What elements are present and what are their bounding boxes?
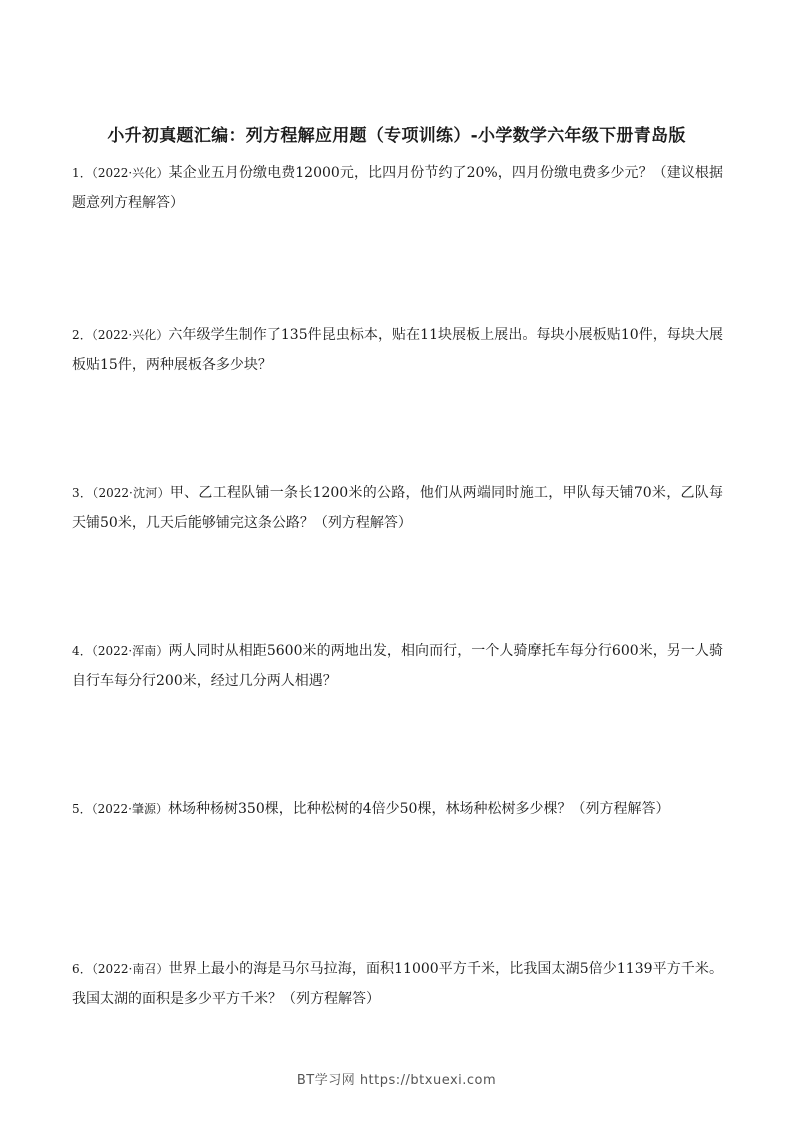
question-text: 六年级学生制作了135件昆虫标本，贴在11块展板上展出。每块小展板贴10件，每块大展板贴15件，两种展板各多少块？ bbox=[72, 327, 723, 373]
question-4 bbox=[72, 636, 723, 696]
question-number: 5． bbox=[72, 802, 92, 816]
question-5 bbox=[72, 794, 723, 824]
question-source: （2022·肇源） bbox=[91, 802, 168, 816]
question-source: （2022·沈河） bbox=[92, 486, 170, 500]
question-source: （2022·兴化） bbox=[91, 166, 169, 180]
question-source: （2022·兴化） bbox=[91, 328, 169, 342]
question-text: 林场种杨树350棵，比种松树的4倍少50棵，林场种松树多少棵？（列方程解答） bbox=[168, 801, 670, 817]
question-text: 甲、乙工程队铺一条长1200米的公路，他们从两端同时施工，甲队每天铺70米，乙队每天铺50米，几天后能够铺完这条公路？（列方程解答） bbox=[72, 485, 723, 531]
footer-watermark: BT学习网 https://btxuexi.com bbox=[296, 1073, 497, 1088]
question-number: 2． bbox=[72, 328, 92, 342]
question-number: 3． bbox=[72, 486, 93, 500]
question-source: （2022·浑南） bbox=[91, 644, 169, 658]
question-1 bbox=[72, 158, 723, 218]
question-number: 1． bbox=[72, 166, 92, 180]
question-6 bbox=[72, 954, 723, 1014]
question-text: 两人同时从相距5600米的两地出发，相向而行，一个人骑摩托车每分行600米，另一人骑自行车每分行200米，经过几分两人相遇？ bbox=[72, 643, 723, 689]
question-source: （2022·南召） bbox=[91, 962, 169, 976]
question-text: 世界上最小的海是马尔马拉海，面积11000平方千米，比我国太湖5倍少1139平方千米。我国太湖的面积是多少平方千米？（列方程解答） bbox=[72, 961, 723, 1007]
question-3 bbox=[72, 478, 723, 538]
question-number: 6． bbox=[72, 962, 92, 976]
question-2 bbox=[72, 320, 723, 380]
question-number: 4． bbox=[72, 644, 92, 658]
page-title: 小升初真题汇编：列方程解应用题（专项训练）-小学数学六年级下册青岛版 bbox=[107, 126, 686, 146]
question-text: 某企业五月份缴电费12000元，比四月份节约了20%，四月份缴电费多少元？（建议根据题意列方程解答） bbox=[72, 165, 724, 211]
